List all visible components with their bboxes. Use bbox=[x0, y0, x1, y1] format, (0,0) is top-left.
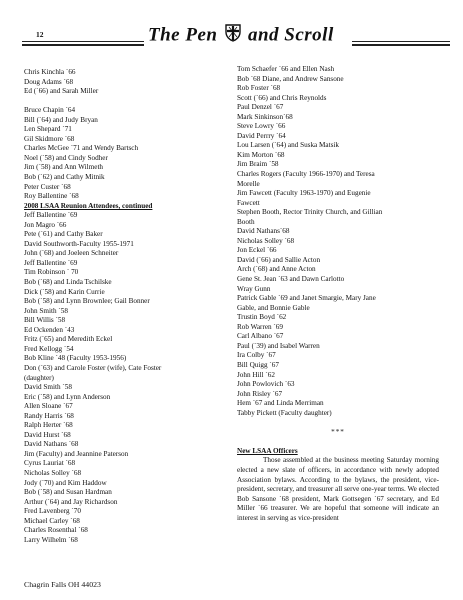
left-column bbox=[24, 68, 212, 545]
list-item: Fawcett bbox=[237, 198, 260, 207]
list-item: David (`66) and Sallie Acton bbox=[237, 255, 321, 264]
officers-heading: New LSAA Officers bbox=[237, 446, 298, 455]
list-item: Jim (Faculty) and Jeannine Paterson bbox=[24, 449, 129, 458]
page-footer: Chagrin Falls OH 44023 bbox=[24, 580, 101, 589]
list-item: Jeff Ballentine `69 bbox=[24, 211, 78, 220]
list-item bbox=[24, 97, 212, 107]
list-item: Ira Colby `67 bbox=[237, 351, 276, 360]
list-item: Fritz (`65) and Meredith Eckel bbox=[24, 335, 113, 344]
list-item: Bob (`68) and Linda Tschilske bbox=[24, 278, 112, 287]
list-item: John Powlovich `63 bbox=[237, 380, 295, 389]
list-item: Carl Albano `67 bbox=[237, 332, 284, 341]
list-item: Nicholas Solley `68 bbox=[237, 236, 295, 245]
list-item: Cyrus Lauriat `68 bbox=[24, 459, 76, 468]
list-item: Peter Custer `68 bbox=[24, 182, 71, 191]
list-item: Randy Harris `68 bbox=[24, 411, 74, 420]
list-item: Bob (`58) and Susan Hardman bbox=[24, 488, 112, 497]
list-item: Paul (`39) and Isabel Warren bbox=[237, 341, 320, 350]
list-item: Larry Wilhelm `68 bbox=[24, 535, 78, 544]
list-item: Stephen Booth, Rector Trinity Church, and Gillian bbox=[237, 208, 383, 217]
list-item: Michael Carley `68 bbox=[24, 516, 80, 525]
list-item: Ralph Herter `68 bbox=[24, 421, 73, 430]
list-item: Gil Skidmore `68 bbox=[24, 134, 75, 143]
list-item: Allen Sloane `67 bbox=[24, 402, 73, 411]
list-item: Fred Kellogg `54 bbox=[24, 344, 74, 353]
attendee-list-bottom bbox=[24, 211, 212, 545]
list-item: David Perrry `64 bbox=[237, 131, 286, 140]
section-separator: *** bbox=[331, 427, 345, 436]
list-item: Tom Schaefer `66 and Ellen Nash bbox=[237, 65, 335, 73]
list-item: Jim (`58) and Ann Wilmeth bbox=[24, 163, 104, 172]
shield-emblem-icon bbox=[225, 24, 241, 48]
list-item: John Smith `58 bbox=[24, 306, 68, 315]
list-item: (daughter) bbox=[24, 373, 54, 382]
list-item: Mark Sinkinson`68 bbox=[237, 112, 293, 121]
list-item: Rob Warren `69 bbox=[237, 322, 283, 331]
list-item: David Southworth-Faculty 1955-1971 bbox=[24, 239, 134, 248]
list-item: Eric (`58) and Lynn Anderson bbox=[24, 392, 111, 401]
list-item: David Hurst `68 bbox=[24, 430, 71, 439]
list-item: Len Shepard `71 bbox=[24, 125, 72, 134]
list-item: Tim Robinson ` 70 bbox=[24, 268, 79, 277]
list-item: Scott (`66) and Chris Reynolds bbox=[237, 93, 327, 102]
list-item: Ed Ockenden `43 bbox=[24, 325, 75, 334]
list-item: Bill Quigg `67 bbox=[237, 360, 279, 369]
list-item: Patrick Gable `69 and Janet Smargie, Mary Jane bbox=[237, 294, 376, 303]
list-item: Roy Ballentine `68 bbox=[24, 192, 79, 201]
list-item: John Hill `62 bbox=[237, 370, 275, 379]
list-item: David Nathans`68 bbox=[237, 227, 290, 236]
masthead-title-right: and Scroll bbox=[247, 24, 334, 46]
list-item: Steve Lowry `66 bbox=[237, 122, 286, 131]
list-item: Paul Denzel `67 bbox=[237, 103, 284, 112]
list-item: Jon Magro `66 bbox=[24, 220, 67, 229]
list-item: David Smith `58 bbox=[24, 383, 72, 392]
list-item: Jim Braim `58 bbox=[237, 160, 279, 169]
list-item: Pete (`61) and Cathy Baker bbox=[24, 230, 103, 239]
list-item: Trustin Boyd `62 bbox=[237, 313, 287, 322]
list-item: Gene St. Jean `63 and Dawn Carlotto bbox=[237, 275, 345, 284]
list-item: Hem `67 and Linda Merriman bbox=[237, 399, 324, 408]
attendee-list-right bbox=[237, 65, 439, 418]
list-item: Arch (`68) and Anne Acton bbox=[237, 265, 316, 274]
list-item: Don (`63) and Carole Foster (wife), Cate Foster bbox=[24, 363, 162, 372]
list-item: Chris Kinchla `66 bbox=[24, 68, 76, 76]
list-item: John Risley `67 bbox=[237, 389, 283, 398]
list-item: Charles Rosenthal `68 bbox=[24, 526, 88, 535]
list-item: Gable, and Bonnie Gable bbox=[237, 303, 310, 312]
masthead-title-left: The Pen bbox=[148, 24, 218, 46]
list-item: Bob (`58) and Lynn Brownlee; Gail Bonner bbox=[24, 297, 150, 306]
list-item: Jody (`70) and Kim Haddow bbox=[24, 478, 107, 487]
list-item: Bill Willis `58 bbox=[24, 316, 66, 325]
list-item: Jim Fawcett (Faculty 1963-1970) and Eugenie bbox=[237, 189, 371, 198]
attendee-list-top bbox=[24, 68, 212, 202]
list-item: Bob (`62) and Cathy Mitnik bbox=[24, 173, 105, 182]
list-item: Ed (`66) and Sarah Miller bbox=[24, 87, 99, 96]
list-item: Lou Larsen (`64) and Suska Matsik bbox=[237, 141, 340, 150]
list-item: Charles Rogers (Faculty 1966-1970) and Teresa bbox=[237, 170, 375, 179]
list-item: Noel (`58) and Cindy Sodher bbox=[24, 153, 108, 162]
list-item: Doug Adams `68 bbox=[24, 77, 74, 86]
list-item: Booth bbox=[237, 217, 255, 226]
list-item: Dick (`58) and Karin Currie bbox=[24, 287, 105, 296]
list-item: Nicholas Solley `68 bbox=[24, 468, 82, 477]
list-item: Bob Kline `48 (Faculty 1953-1956) bbox=[24, 354, 127, 363]
list-item: Fred Lavenberg `70 bbox=[24, 507, 81, 516]
list-item: Jeff Ballentine `69 bbox=[24, 258, 78, 267]
right-column bbox=[237, 65, 439, 523]
list-item: Charles McGee `71 and Wendy Bartsch bbox=[24, 144, 139, 153]
list-item: Morelle bbox=[237, 179, 260, 188]
list-item: Jon Eckel `66 bbox=[237, 246, 277, 255]
page-header bbox=[22, 26, 450, 46]
list-item: Rob Foster `68 bbox=[237, 84, 281, 93]
list-item: Arthur (`64) and Jay Richardson bbox=[24, 497, 118, 506]
officers-paragraph: Those assembled at the business meeting Saturday morning elected a new slate of officers, in accordance with newly adopted Association bylaws. According to the bylaws, the president, vice-president, secretary, and treasurer all serve one-year terms. We elected Bob Sansone `68 president, Mark Gottsegen `67 secretary, and Ed Miller `66 treasurer. We are hopeful that someone will indicate an interest in serving as vice-president bbox=[237, 456, 439, 522]
list-item: John (`68) and Joeleen Schneiter bbox=[24, 249, 119, 258]
list-item: Tabby Pickett (Faculty daughter) bbox=[237, 408, 332, 417]
list-item: Bob `68 Diane, and Andrew Sansone bbox=[237, 74, 344, 83]
list-item: Wray Gunn bbox=[237, 284, 271, 293]
list-item: Bruce Chapin `64 bbox=[24, 106, 76, 115]
list-item: David Nathans `68 bbox=[24, 440, 79, 449]
reunion-attendees-heading: 2008 LSAA Reunion Attendees, continued bbox=[24, 201, 153, 210]
page-number: 12 bbox=[36, 30, 44, 39]
list-item: Kim Morton `68 bbox=[237, 150, 285, 159]
masthead-title bbox=[144, 24, 352, 48]
list-item: Bill (`64) and Judy Bryan bbox=[24, 115, 98, 124]
